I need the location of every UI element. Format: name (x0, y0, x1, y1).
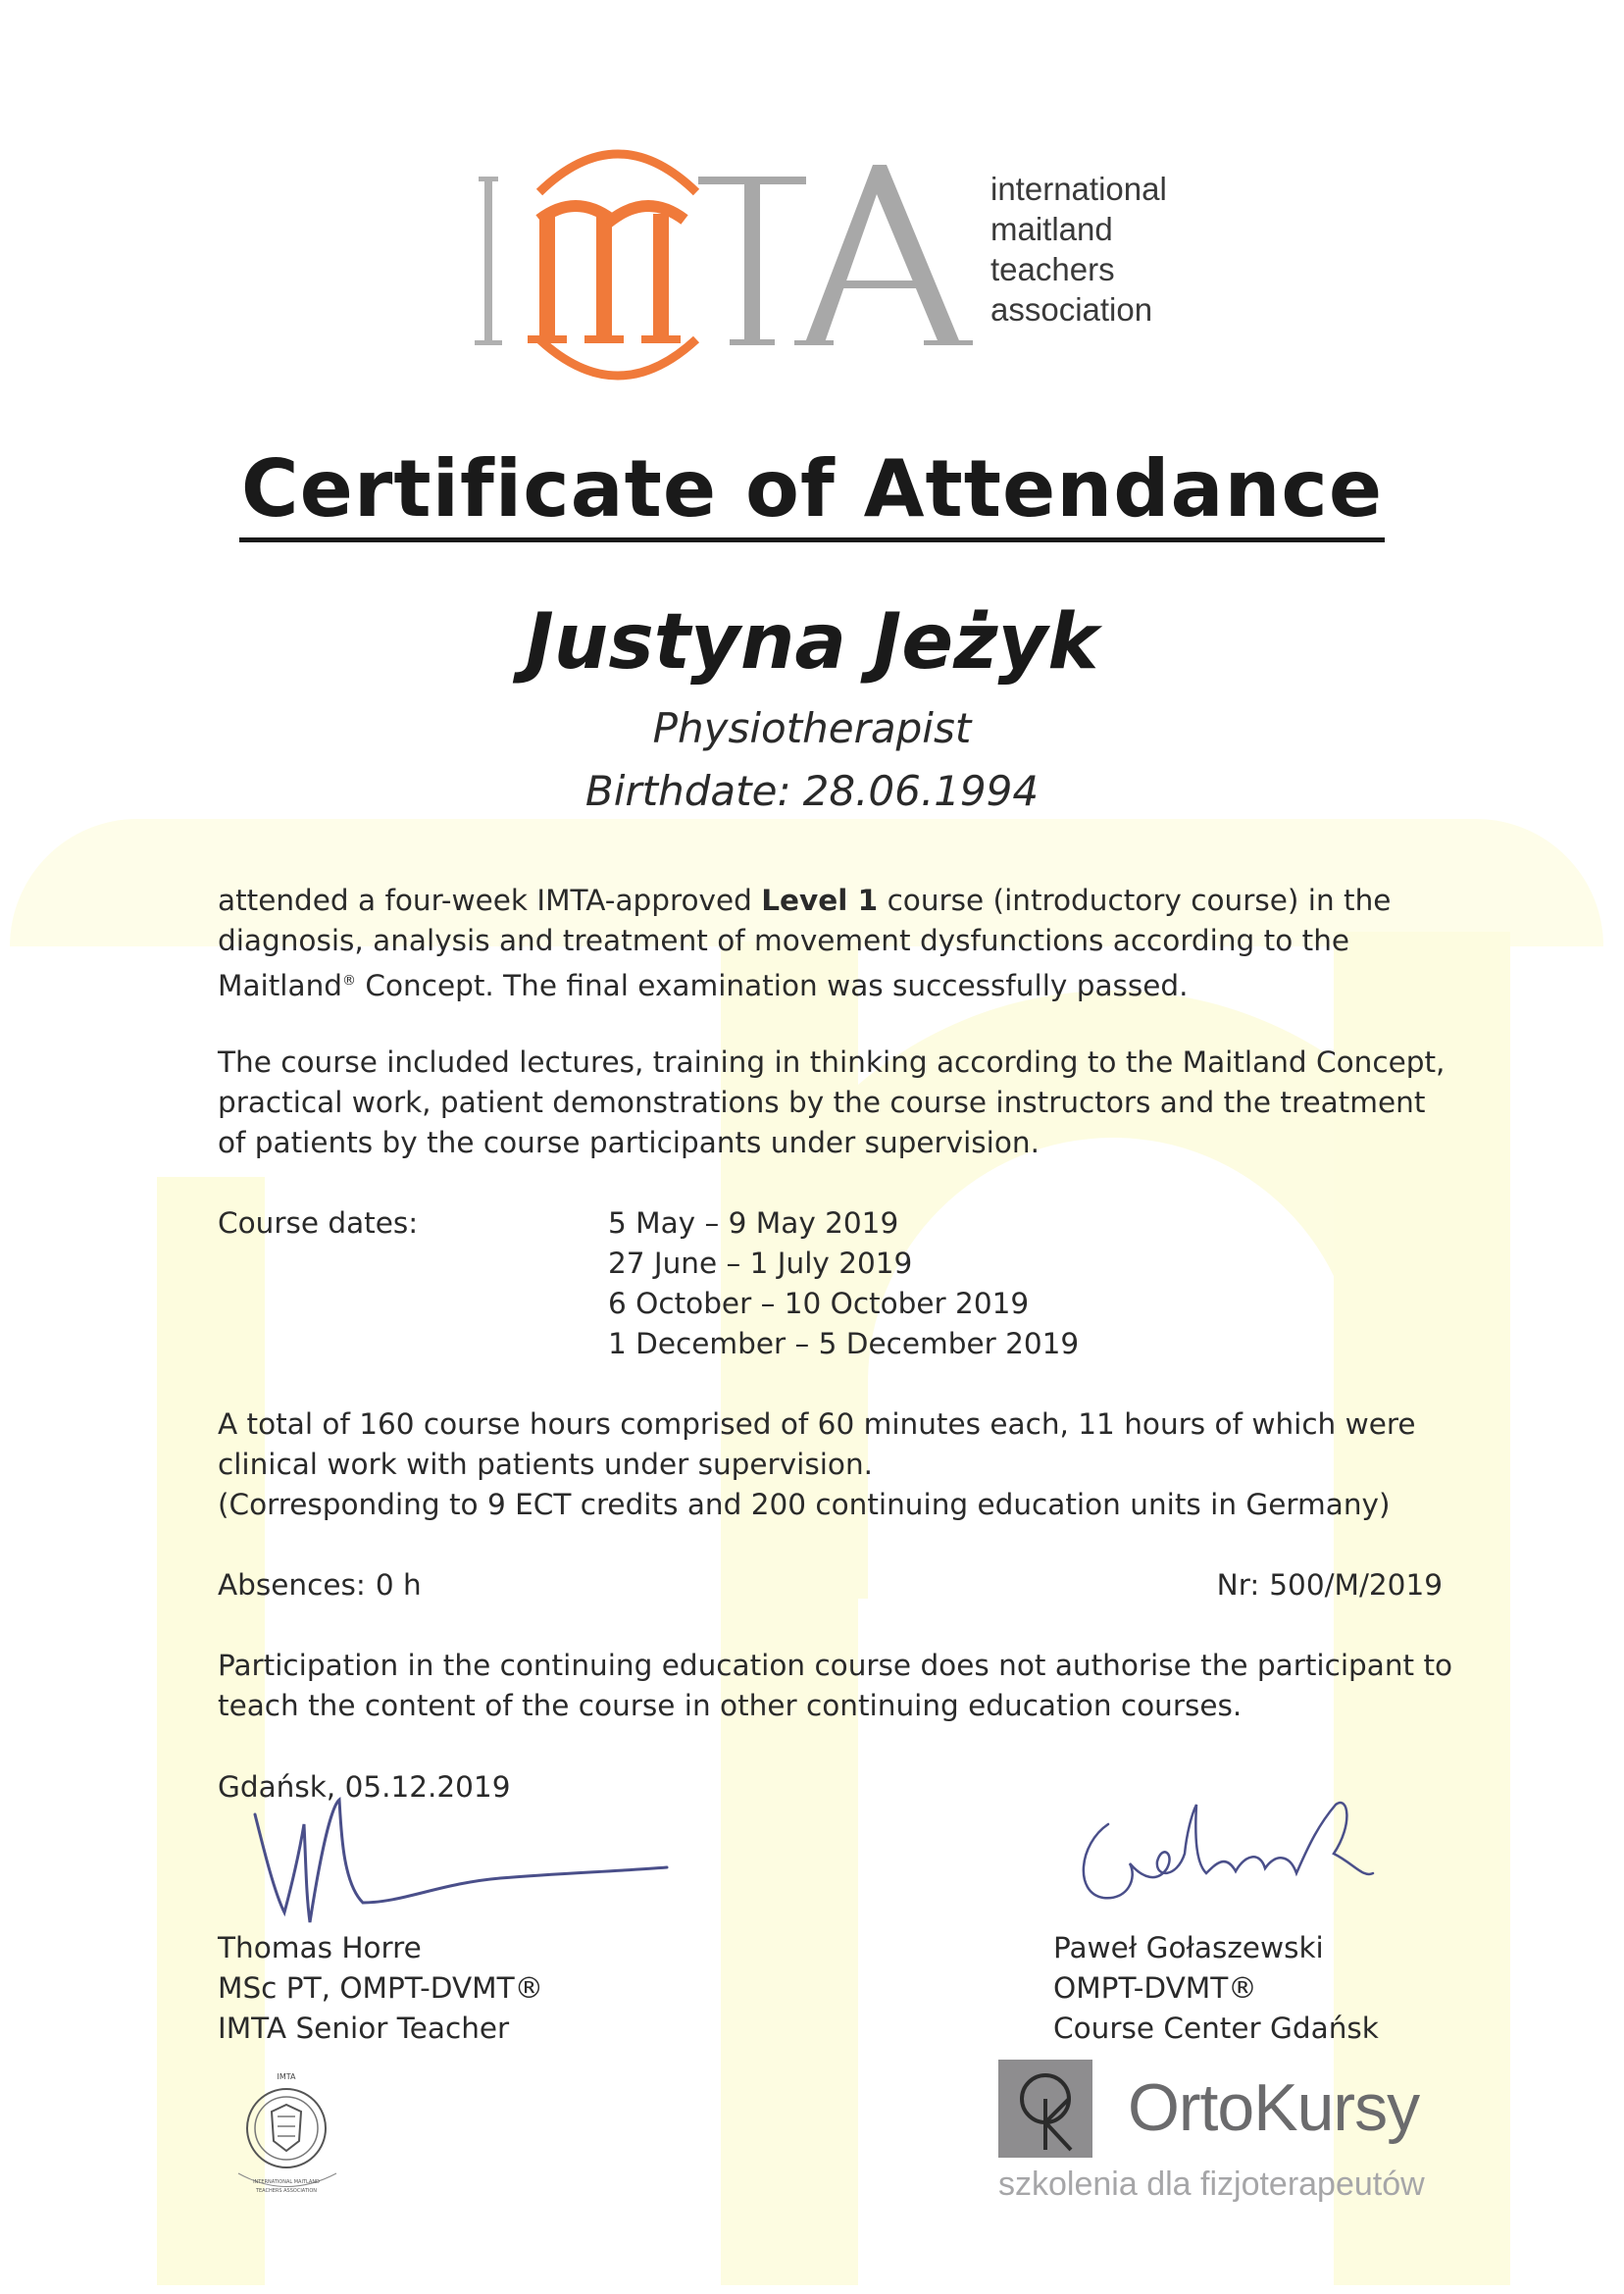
course-hours-paragraph (218, 1404, 1453, 1525)
signer-left (218, 1928, 543, 2049)
level-bold: Level 1 (761, 884, 879, 917)
certificate-number (1217, 1565, 1443, 1606)
absences-label: Absences: (218, 1568, 366, 1602)
ortokursy-logo-name: OrtoKursy (1128, 2070, 1420, 2145)
svg-text:INTERNATIONAL MAITLAND: INTERNATIONAL MAITLAND (253, 2179, 320, 2185)
imta-logo (471, 126, 981, 381)
tagline-line: association (990, 291, 1153, 328)
tagline-line: maitland (990, 211, 1113, 247)
attendance-paragraph (218, 881, 1453, 1006)
svg-text:IMTA: IMTA (277, 2072, 296, 2081)
paragraph-text: The course included lectures, training in thinking according to the Maitland Concept, practical work, patient demonstrations by the course instructors and the treatment of patients by the course participants under supervision. (218, 1045, 1446, 1159)
birthdate-value: 28.06.1994 (802, 767, 1040, 815)
signer-role: Course Center Gdańsk (1053, 2012, 1379, 2045)
participant-name: Justyna Jeżyk (525, 598, 1099, 687)
course-date-item: 5 May – 9 May 2019 (608, 1206, 899, 1240)
tagline-line: teachers (990, 251, 1115, 287)
participant-birthdate (0, 767, 1624, 815)
imta-logo-tagline (990, 169, 1167, 330)
course-date-item: 1 December – 5 December 2019 (608, 1327, 1080, 1360)
course-date-item: 6 October – 10 October 2019 (608, 1287, 1030, 1320)
tagline-line: international (990, 171, 1167, 207)
registered-mark: ® (342, 973, 356, 989)
number-label: Nr: (1216, 1568, 1260, 1602)
paragraph-text: course (introductory course) in the diagnosis, analysis and treatment of movement dysfunctions according to the Maitland (218, 884, 1392, 1002)
certificate-title (0, 441, 1624, 542)
absences-value: 0 h (375, 1568, 422, 1602)
ortokursy-tagline: szkolenia dla fizjoterapeutów (998, 2166, 1425, 2203)
paragraph-text: (Corresponding to 9 ECT credits and 200 continuing education units in Germany) (218, 1488, 1391, 1521)
signature-pawel-golaszewski (1069, 1785, 1402, 1932)
course-dates-list (608, 1203, 1079, 1364)
teaching-disclaimer (218, 1646, 1453, 1726)
paragraph-text: A total of 160 course hours comprised of 60 minutes each, 11 hours of which were clinical work with patients under supervision. (218, 1407, 1416, 1481)
course-dates-label: Course dates: (218, 1206, 419, 1240)
paragraph-text: Participation in the continuing education course does not authorise the participant to teach the content of the course in other continuing education courses. (218, 1649, 1453, 1722)
birthdate-label: Birthdate: (584, 767, 791, 815)
signer-name: Thomas Horre (218, 1931, 422, 1964)
number-value: 500/M/2019 (1269, 1568, 1443, 1602)
svg-text:TEACHERS ASSOCIATION: TEACHERS ASSOCIATION (255, 2188, 318, 2194)
ortokursy-logo-box (998, 2060, 1092, 2158)
course-content-paragraph (218, 1043, 1453, 1163)
place-date: Gdańsk, 05.12.2019 (218, 1770, 511, 1804)
certificate-title-text: Certificate of Attendance (239, 441, 1385, 542)
signer-right (1053, 1928, 1379, 2049)
imta-seal-stamp (221, 2067, 353, 2200)
signer-credentials: MSc PT, OMPT-DVMT® (218, 1971, 544, 2005)
course-date-item: 27 June – 1 July 2019 (608, 1247, 913, 1280)
signature-thomas-horre (245, 1795, 677, 1942)
paragraph-text: attended a four-week IMTA-approved (218, 884, 762, 917)
signer-role: IMTA Senior Teacher (218, 2012, 510, 2045)
signer-name: Paweł Gołaszewski (1053, 1931, 1324, 1964)
absences (218, 1565, 422, 1606)
participant-profession: Physiotherapist (652, 704, 972, 752)
signer-credentials: OMPT-DVMT® (1053, 1971, 1257, 2005)
paragraph-text: Concept. The final examination was successfully passed. (356, 968, 1189, 1002)
